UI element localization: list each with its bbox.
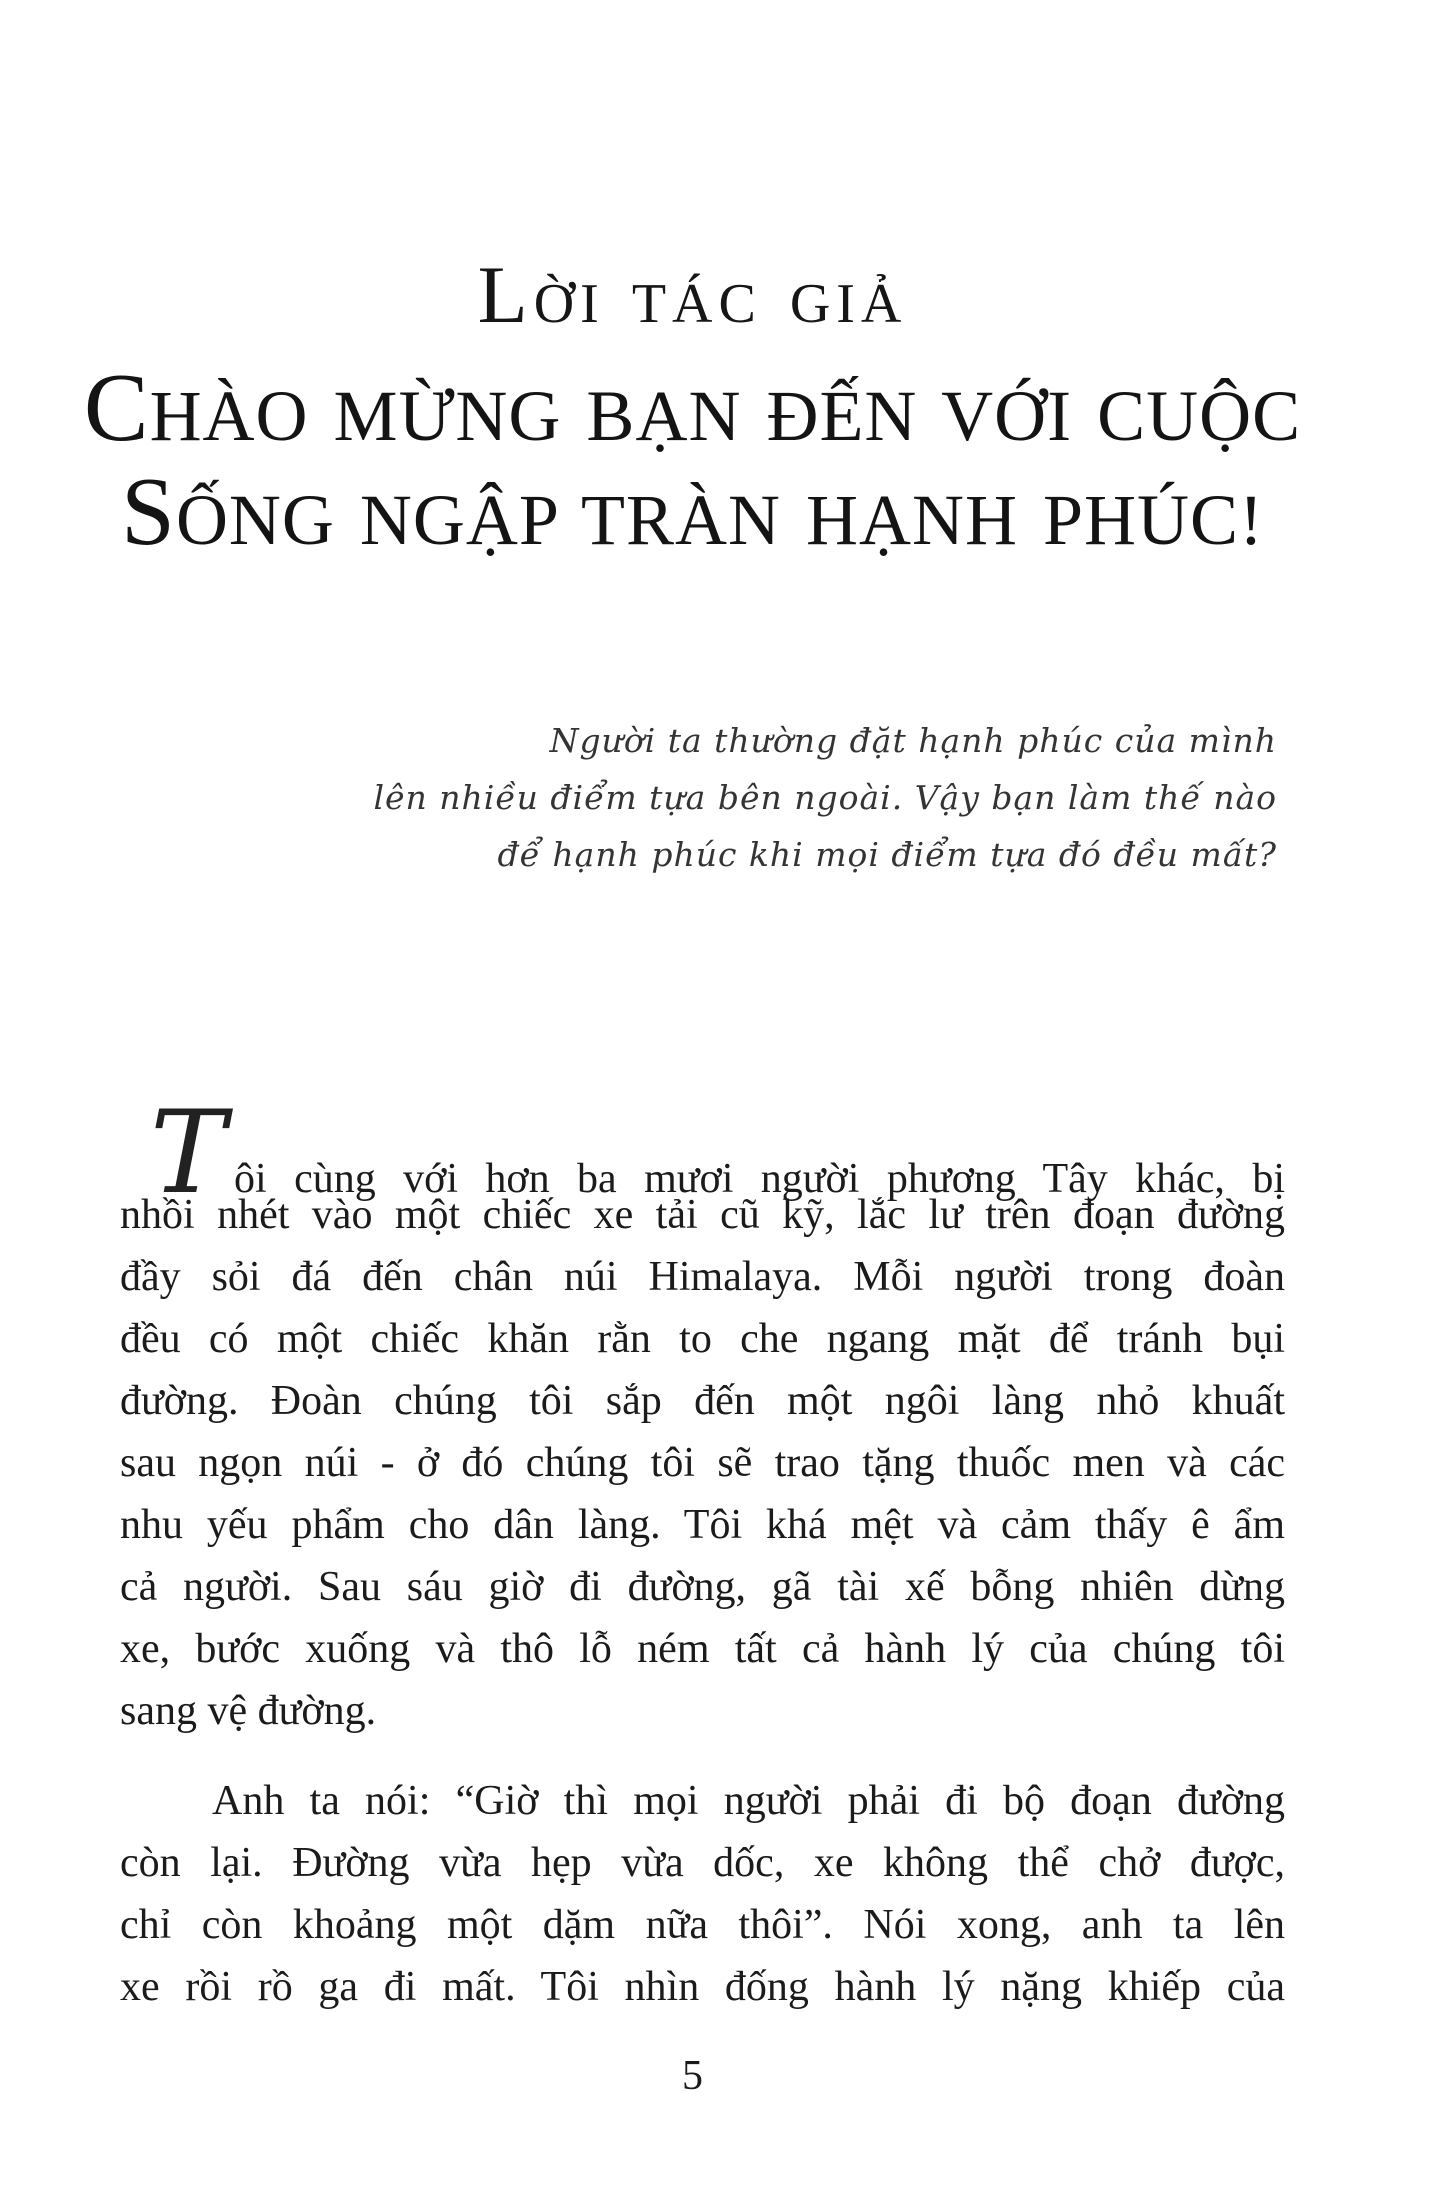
chapter-title-line-2: [0, 458, 1385, 568]
paragraph-2-lines: [120, 1770, 1285, 2018]
title-line2-initial: S: [120, 458, 176, 565]
chapter-title: [0, 354, 1385, 568]
epigraph: [0, 712, 1277, 883]
chapter-label-initial: L: [477, 249, 534, 340]
body-text: [120, 1086, 1285, 2018]
text-line: Anh ta nói: “Giờ thì mọi người phải đi bộ đoạn đường: [212, 1778, 1285, 1824]
dropcap-initial: T: [150, 1086, 227, 1219]
paragraph-2: [120, 1770, 1285, 2018]
text-line: sang vệ đường.: [120, 1688, 377, 1734]
chapter-label: [0, 249, 1385, 347]
text-line: đầy sỏi đá đến chân núi Himalaya. Mỗi người trong đoàn: [120, 1254, 1285, 1300]
paragraph-1: [120, 1086, 1285, 1742]
text-line: nhu yếu phẩm cho dân làng. Tôi khá mệt và cảm thấy ê ẩm: [120, 1502, 1285, 1548]
text-line: sau ngọn núi - ở đó chúng tôi sẽ trao tặng thuốc men và các: [120, 1440, 1285, 1486]
text-line: chỉ còn khoảng một dặm nữa thôi”. Nói xong, anh ta lên: [120, 1902, 1285, 1948]
page-number: 5: [682, 2053, 703, 2099]
chapter-label-rest: ỜI TÁC GIẢ: [533, 273, 908, 335]
epigraph-line: để hạnh phúc khi mọi điểm tựa đó đều mất?: [497, 835, 1277, 874]
text-line: xe, bước xuống và thô lỗ ném tất cả hành lý của chúng tôi: [120, 1626, 1285, 1672]
text-line: đường. Đoàn chúng tôi sắp đến một ngôi làng nhỏ khuất: [120, 1378, 1285, 1424]
epigraph-line: lên nhiều điểm tựa bên ngoài. Vậy bạn làm thế nào: [373, 778, 1277, 817]
text-line: còn lại. Đường vừa hẹp vừa dốc, xe không thể chở được,: [120, 1840, 1285, 1886]
paragraph-1-lines: [120, 1184, 1285, 1742]
title-line1-rest: HÀO MỪNG BẠN ĐẾN VỚI CUỘC: [149, 376, 1302, 456]
chapter-title-line-1: [0, 354, 1385, 464]
text-line: nhồi nhét vào một chiếc xe tải cũ kỹ, lắc lư trên đoạn đường: [120, 1192, 1285, 1238]
epigraph-line: Người ta thường đặt hạnh phúc của mình: [549, 721, 1277, 760]
title-line1-initial: C: [83, 354, 150, 461]
title-line2-rest: ỐNG NGẬP TRÀN HẠNH PHÚC!: [175, 480, 1264, 560]
text-line: cả người. Sau sáu giờ đi đường, gã tài xế bỗng nhiên dừng: [120, 1564, 1285, 1610]
text-line: xe rồi rồ ga đi mất. Tôi nhìn đống hành lý nặng khiếp của: [120, 1964, 1285, 2010]
first-line-text: ôi cùng với hơn ba mươi người phương Tây khác, bị: [234, 1156, 1285, 1202]
text-line: đều có một chiếc khăn rằn to che ngang mặt để tránh bụi: [120, 1316, 1285, 1362]
